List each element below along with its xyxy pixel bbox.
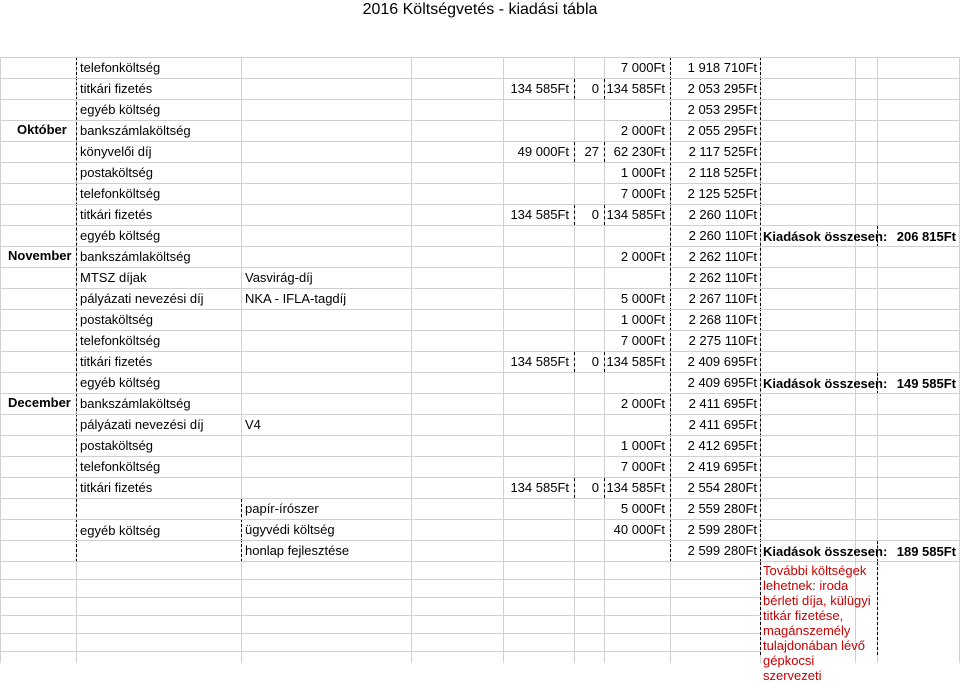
month-oktober: Október bbox=[17, 122, 67, 137]
cell-running-total: 2 260 110Ft bbox=[688, 207, 757, 222]
cell-running-total: 2 053 295Ft bbox=[687, 102, 757, 117]
cell-item: titkári fizetés bbox=[80, 480, 153, 495]
cell-subtotal: 5 000Ft bbox=[620, 291, 665, 306]
cell-item: postaköltség bbox=[80, 165, 153, 180]
cell-running-total: 2 409 695Ft bbox=[687, 354, 757, 369]
cell-qty: 0 bbox=[591, 354, 599, 369]
cell-running-total: 2 559 280Ft bbox=[687, 501, 757, 516]
cell-item: bankszámlaköltség bbox=[80, 396, 191, 411]
cell-item: telefonköltség bbox=[80, 459, 161, 474]
cell-item: titkári fizetés bbox=[80, 81, 153, 96]
cell-subtotal: 5 000Ft bbox=[620, 501, 665, 516]
cell-item: postaköltség bbox=[80, 438, 153, 453]
summary-label-december: Kiadások összesen: bbox=[763, 544, 888, 559]
month-december: December bbox=[8, 395, 71, 410]
cell-amount: 49 000Ft bbox=[517, 144, 569, 159]
cell-running-total: 2 117 525Ft bbox=[688, 144, 757, 159]
cell-running-total: 2 599 280Ft bbox=[687, 522, 757, 537]
cell-subtotal: 134 585Ft bbox=[606, 207, 665, 222]
cell-subtotal: 1 000Ft bbox=[620, 438, 665, 453]
cell-running-total: 2 262 110Ft bbox=[688, 270, 757, 285]
page-title: 2016 Költségvetés - kiadási tábla bbox=[362, 1, 598, 18]
summary-total-december: 189 585Ft bbox=[896, 544, 956, 559]
cell-item: telefonköltség bbox=[80, 186, 161, 201]
summary-total-november: 149 585Ft bbox=[896, 376, 956, 391]
cell-subtotal: 1 000Ft bbox=[620, 312, 665, 327]
cell-item: egyéb költség bbox=[80, 102, 161, 117]
cell-subtotal: 7 000Ft bbox=[620, 459, 665, 474]
cell-amount: 134 585Ft bbox=[510, 480, 569, 495]
cell-running-total: 2 260 110Ft bbox=[688, 228, 757, 243]
cell-running-total: 2 262 110Ft bbox=[688, 249, 757, 264]
cell-subtotal: 2 000Ft bbox=[620, 123, 665, 138]
cell-desc: V4 bbox=[245, 417, 261, 432]
cell-item: bankszámlaköltség bbox=[80, 123, 191, 138]
cell-amount: 134 585Ft bbox=[510, 354, 569, 369]
cell-desc: honlap fejlesztése bbox=[245, 543, 350, 558]
summary-label-november: Kiadások összesen: bbox=[763, 376, 888, 391]
cell-subtotal: 2 000Ft bbox=[620, 396, 665, 411]
cell-subtotal: 7 000Ft bbox=[620, 186, 665, 201]
cell-amount: 134 585Ft bbox=[510, 81, 569, 96]
cell-subtotal: 7 000Ft bbox=[620, 333, 665, 348]
cell-running-total: 2 118 525Ft bbox=[688, 165, 757, 180]
cell-amount: 134 585Ft bbox=[510, 207, 569, 222]
cell-running-total: 2 411 695Ft bbox=[688, 417, 757, 432]
cell-running-total: 2 409 695Ft bbox=[687, 375, 757, 390]
cell-subtotal: 134 585Ft bbox=[606, 81, 665, 96]
cell-running-total: 2 554 280Ft bbox=[687, 480, 757, 495]
cell-subtotal: 1 000Ft bbox=[620, 165, 665, 180]
cell-item: pályázati nevezési díj bbox=[80, 417, 204, 432]
cell-item: egyéb költség bbox=[80, 375, 161, 390]
cell-subtotal: 134 585Ft bbox=[606, 354, 665, 369]
cell-item: egyéb költség bbox=[80, 228, 161, 243]
cell-running-total: 2 275 110Ft bbox=[688, 333, 757, 348]
cell-item: pályázati nevezési díj bbox=[80, 291, 204, 306]
cell-qty: 0 bbox=[591, 81, 599, 96]
cell-running-total: 2 599 280Ft bbox=[687, 543, 757, 558]
cell-subtotal: 40 000Ft bbox=[613, 522, 665, 537]
spreadsheet-grid bbox=[0, 57, 960, 683]
cell-desc: NKA - IFLA-tagdíj bbox=[245, 291, 347, 306]
december-egyeb-koltseg: egyéb költség bbox=[80, 523, 161, 538]
cell-subtotal: 2 000Ft bbox=[620, 249, 665, 264]
summary-label-oktober: Kiadások összesen: bbox=[763, 229, 888, 244]
cell-running-total: 2 268 110Ft bbox=[688, 312, 757, 327]
cell-running-total: 2 411 695Ft bbox=[688, 396, 757, 411]
cell-running-total: 2 412 695Ft bbox=[687, 438, 757, 453]
cell-qty: 0 bbox=[591, 480, 599, 495]
cell-subtotal: 7 000Ft bbox=[620, 60, 665, 75]
cell-running-total: 2 419 695Ft bbox=[687, 459, 757, 474]
month-november: November bbox=[8, 248, 72, 263]
cell-running-total: 1 918 710Ft bbox=[687, 60, 757, 75]
cell-item: MTSZ díjak bbox=[80, 270, 147, 285]
cell-running-total: 2 125 525Ft bbox=[687, 186, 757, 201]
cell-item: könyvelői díj bbox=[80, 144, 152, 159]
cell-running-total: 2 055 295Ft bbox=[687, 123, 757, 138]
cell-item: telefonköltség bbox=[80, 60, 161, 75]
cell-desc: papír-írószer bbox=[245, 501, 319, 516]
cell-desc: Vasvirág-díj bbox=[245, 270, 313, 285]
cell-item: postaköltség bbox=[80, 312, 153, 327]
cell-item: titkári fizetés bbox=[80, 207, 153, 222]
cell-qty: 0 bbox=[591, 207, 599, 222]
cell-desc: ügyvédi költség bbox=[245, 522, 335, 537]
cell-item: telefonköltség bbox=[80, 333, 161, 348]
cell-running-total: 2 053 295Ft bbox=[687, 81, 757, 96]
cell-item: bankszámlaköltség bbox=[80, 249, 191, 264]
cell-qty: 27 bbox=[584, 144, 599, 159]
cell-running-total: 2 267 110Ft bbox=[688, 291, 757, 306]
note-additional-costs: További költségek lehetnek: iroda bérleti díja, külügyi titkár fizetése, magánszemély tulajdonában lévő gépkocsi szervezeti bbox=[763, 563, 871, 683]
cell-subtotal: 134 585Ft bbox=[606, 480, 665, 495]
cell-subtotal: 62 230Ft bbox=[613, 144, 665, 159]
summary-total-oktober: 206 815Ft bbox=[896, 229, 956, 244]
cell-item: titkári fizetés bbox=[80, 354, 153, 369]
